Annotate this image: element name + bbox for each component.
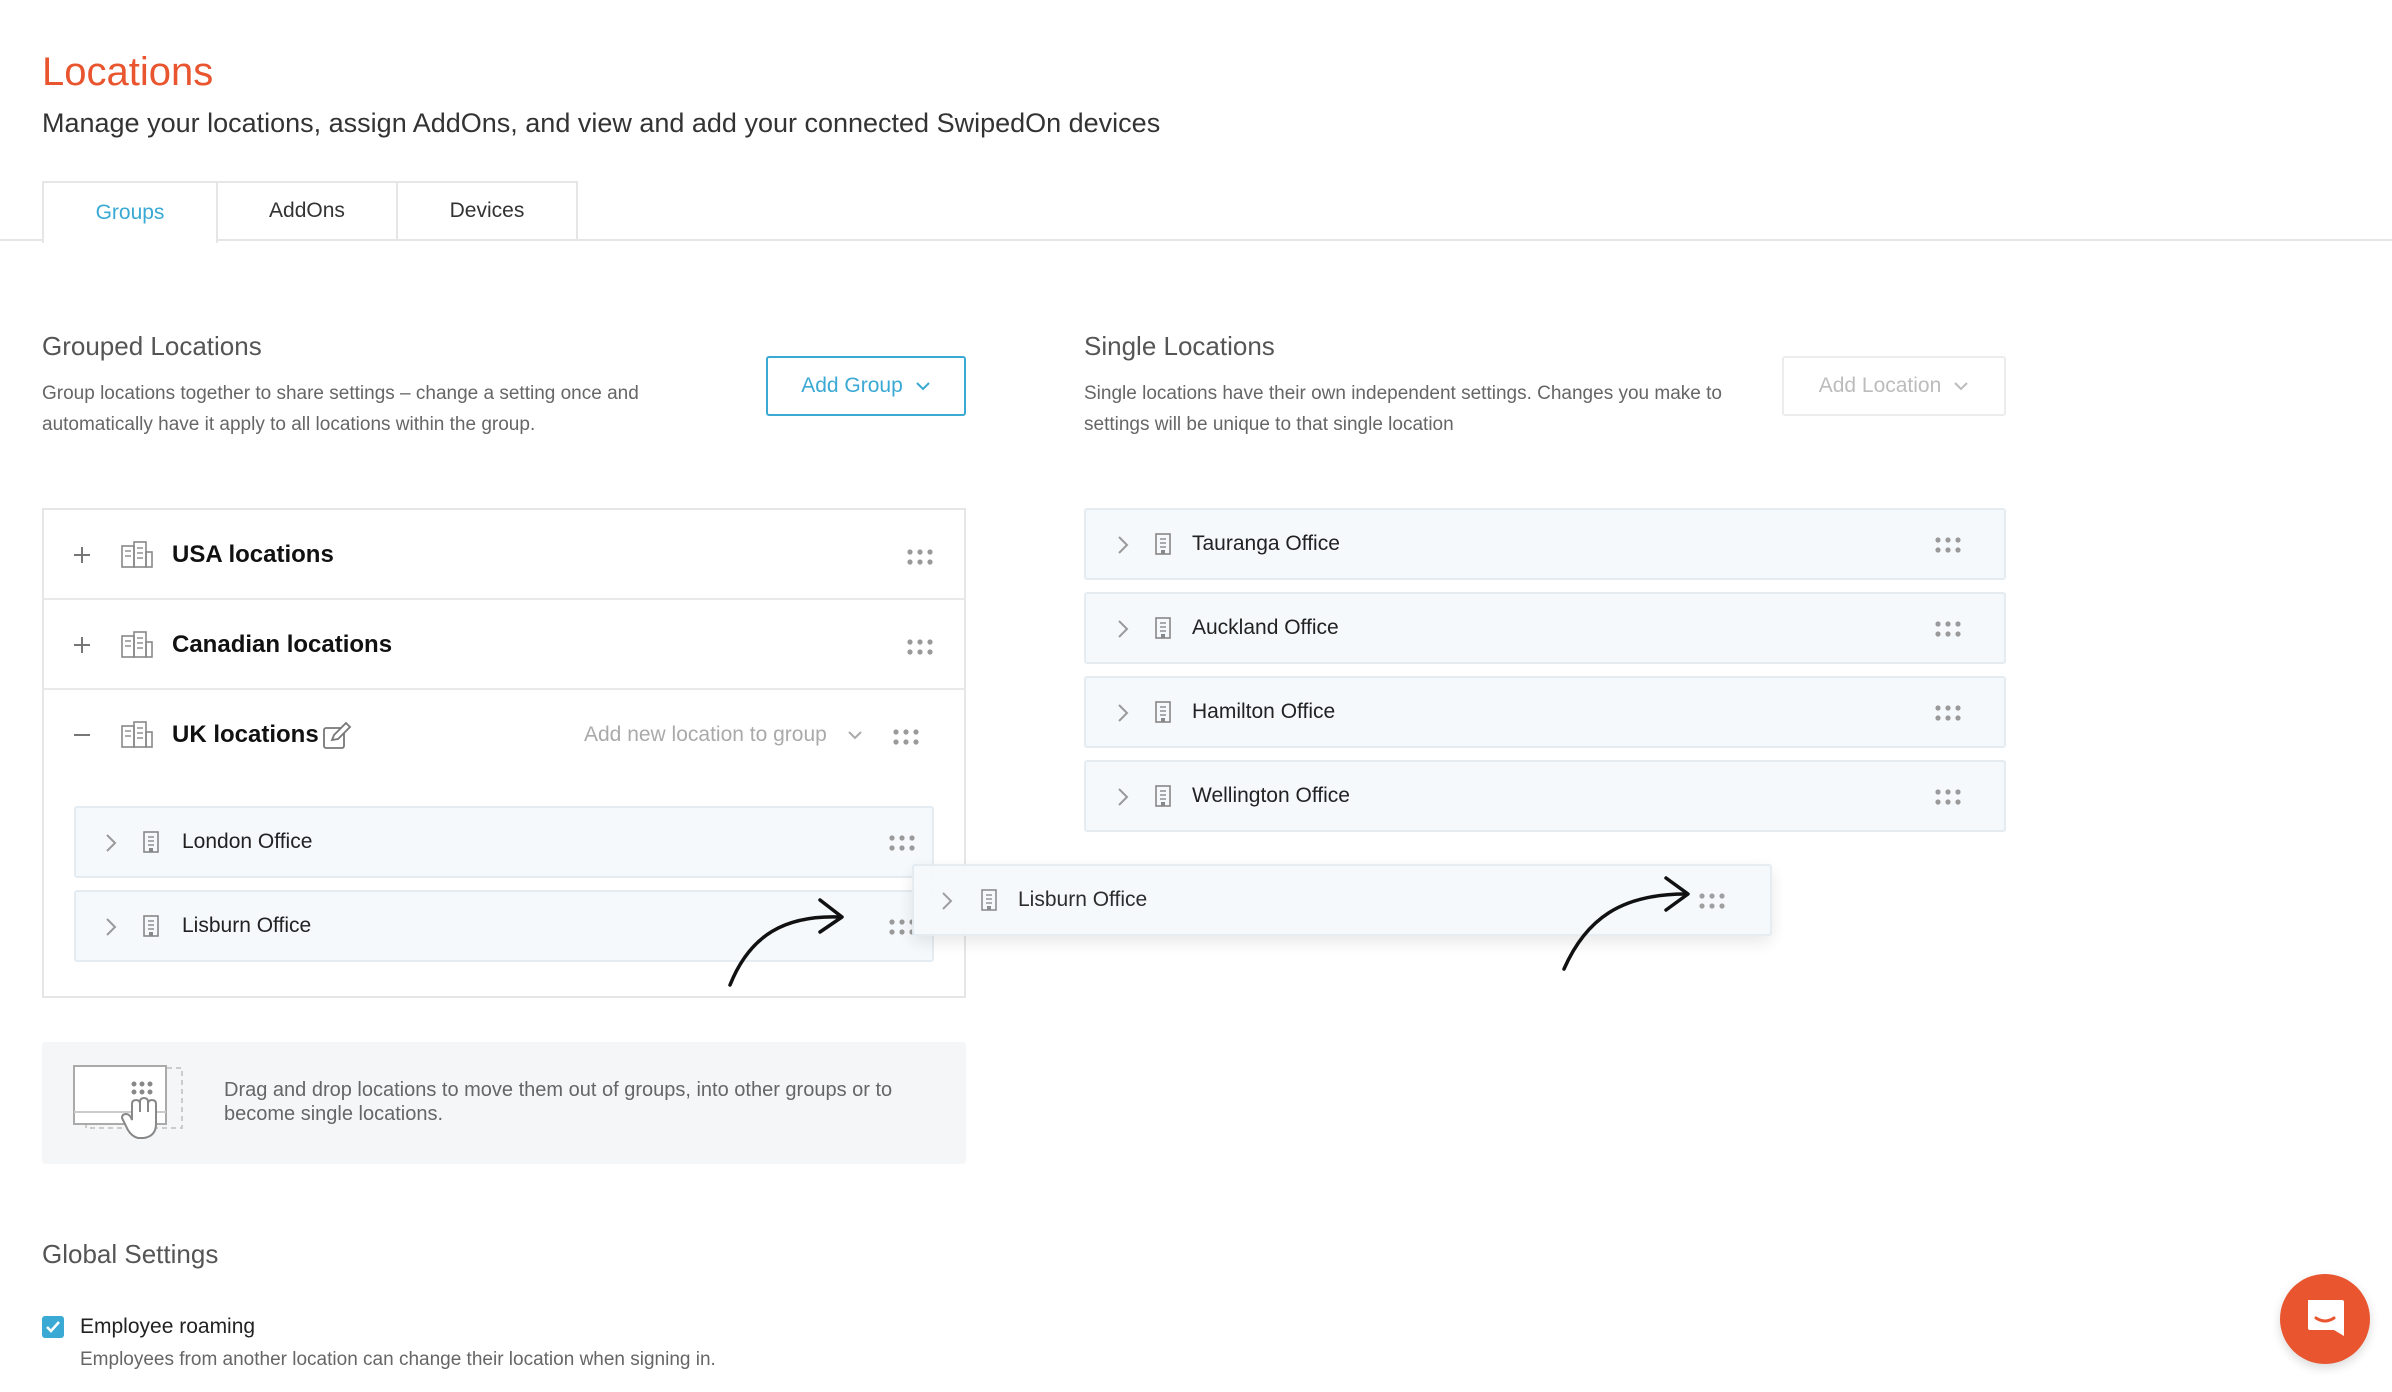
chevron-right-icon[interactable] — [104, 832, 118, 854]
buildings-icon — [120, 720, 154, 748]
chevron-right-icon[interactable] — [1116, 534, 1130, 556]
expand-plus-icon[interactable] — [70, 543, 94, 567]
drag-handle-icon[interactable] — [906, 548, 934, 566]
add-location-button[interactable] — [1782, 356, 2006, 416]
page-title: Locations — [42, 50, 214, 94]
collapse-minus-icon[interactable] — [70, 723, 94, 747]
chevron-right-icon[interactable] — [1116, 786, 1130, 808]
single-locations-title: Single Locations — [1084, 331, 1275, 361]
chevron-right-icon[interactable] — [1116, 618, 1130, 640]
drag-handle-icon[interactable] — [1934, 620, 1962, 638]
building-icon — [980, 889, 998, 911]
add-location-to-group-placeholder: Add new location to group — [584, 723, 827, 746]
building-icon — [1154, 533, 1172, 555]
chevron-down-icon — [847, 730, 863, 740]
chevron-right-icon — [940, 890, 954, 912]
buildings-icon — [120, 630, 154, 658]
building-icon — [1154, 617, 1172, 639]
add-location-label: Add Location — [1818, 374, 1942, 397]
tip-text: Drag and drop locations to move them out of groups, into other groups or to become single locations. — [224, 1079, 893, 1125]
group-name: Canadian locations — [172, 631, 393, 658]
add-group-button[interactable] — [766, 356, 966, 416]
tabs-divider — [0, 239, 2392, 241]
drag-handle-icon[interactable] — [906, 638, 934, 656]
drag-drop-illustration-icon — [72, 1064, 190, 1144]
global-settings-title: Global Settings — [42, 1239, 219, 1269]
single-location-card[interactable] — [1084, 676, 2006, 748]
add-location-to-group-select[interactable] — [584, 690, 863, 780]
grouped-locations-title: Grouped Locations — [42, 331, 262, 361]
location-name: Auckland Office — [1192, 616, 1339, 639]
drag-handle-icon[interactable] — [1934, 536, 1962, 554]
employee-roaming-checkbox[interactable] — [42, 1316, 64, 1338]
single-location-card[interactable] — [1084, 760, 2006, 832]
chevron-right-icon[interactable] — [104, 916, 118, 938]
tab-groups[interactable]: Groups — [42, 181, 218, 243]
location-name: London Office — [182, 830, 313, 853]
chat-launcher-button[interactable] — [2280, 1274, 2370, 1364]
group-row-usa[interactable] — [44, 510, 964, 600]
group-row-canada[interactable] — [44, 600, 964, 690]
drag-handle-icon[interactable] — [1698, 892, 1726, 910]
building-icon — [1154, 701, 1172, 723]
drag-handle-icon[interactable] — [892, 728, 920, 746]
location-name: Tauranga Office — [1192, 532, 1340, 555]
building-icon — [1154, 785, 1172, 807]
drag-handle-icon[interactable] — [1934, 788, 1962, 806]
chevron-down-icon — [1953, 381, 1969, 391]
building-icon — [142, 831, 160, 853]
drag-handle-icon[interactable] — [1934, 704, 1962, 722]
grouped-locations-description: Group locations together to share settings – change a setting once and automatically have it apply to all locations within the group. — [42, 383, 639, 435]
location-name: Lisburn Office — [182, 914, 312, 937]
expand-plus-icon[interactable] — [70, 633, 94, 657]
drag-handle-icon[interactable] — [888, 834, 916, 852]
location-name: Wellington Office — [1192, 784, 1350, 807]
drag-drop-tip — [42, 1042, 966, 1164]
page-subtitle: Manage your locations, assign AddOns, and view and add your connected SwipedOn devices — [42, 108, 1161, 138]
location-name: Lisburn Office — [1018, 888, 1148, 911]
single-location-card[interactable] — [1084, 592, 2006, 664]
employee-roaming-label[interactable]: Employee roaming — [80, 1315, 256, 1338]
buildings-icon — [120, 540, 154, 568]
edit-pencil-icon[interactable] — [322, 722, 352, 750]
tab-addons[interactable]: AddOns — [216, 181, 398, 239]
tab-devices[interactable]: Devices — [396, 181, 578, 239]
checkmark-icon — [42, 1316, 64, 1338]
single-location-card[interactable] — [1084, 508, 2006, 580]
location-name: Hamilton Office — [1192, 700, 1336, 723]
add-group-label: Add Group — [801, 374, 903, 397]
employee-roaming-description: Employees from another location can change their location when signing in. — [80, 1349, 716, 1370]
group-location-card[interactable] — [74, 806, 934, 878]
building-icon — [142, 915, 160, 937]
group-name: UK locations — [172, 721, 319, 748]
group-name: USA locations — [172, 541, 334, 568]
arrow-annotation-icon — [720, 880, 860, 1000]
chevron-down-icon — [915, 381, 931, 391]
arrow-annotation-icon — [1556, 864, 1696, 984]
single-locations-description: Single locations have their own independent settings. Changes you make to settings will be unique to that single location — [1084, 383, 1722, 435]
chevron-right-icon[interactable] — [1116, 702, 1130, 724]
chat-icon — [2304, 1296, 2346, 1340]
